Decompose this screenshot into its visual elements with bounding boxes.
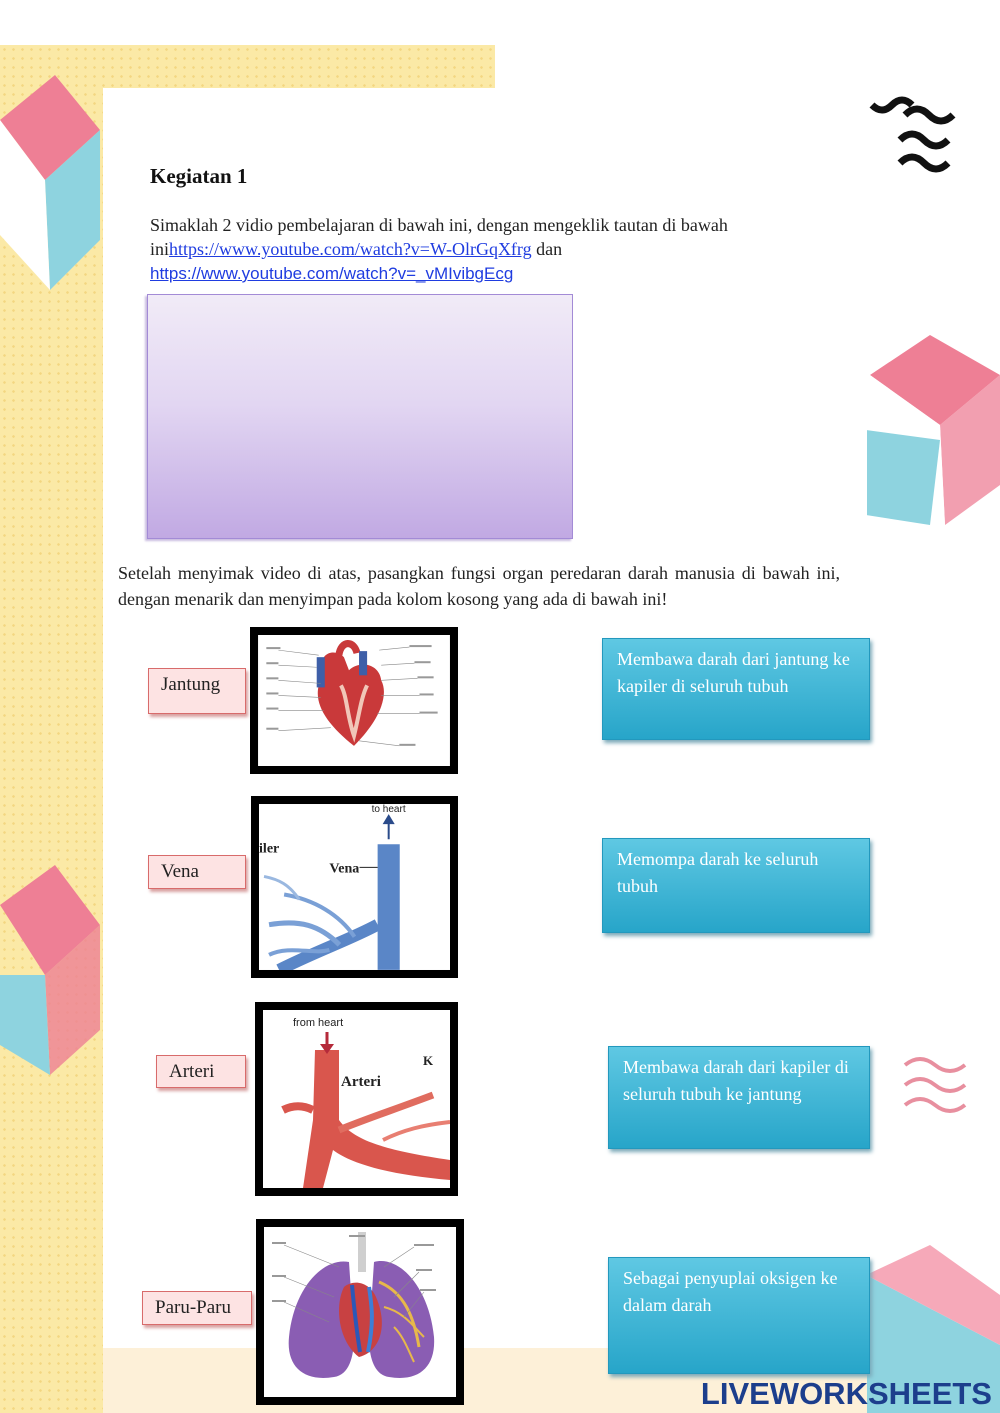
vein-diagram <box>259 804 450 970</box>
answer-box-1[interactable]: Membawa darah dari jantung ke kapiler di seluruh tubuh <box>602 638 870 740</box>
heart-diagram <box>258 635 450 766</box>
label-paru-paru[interactable]: Paru-Paru <box>142 1291 252 1325</box>
vena-text: Vena <box>329 860 360 877</box>
lungs-image <box>256 1219 464 1405</box>
activity-title: Kegiatan 1 <box>150 164 248 188</box>
label-vena[interactable]: Vena <box>148 855 246 889</box>
video-link-1[interactable]: https://www.youtube.com/watch?v=W-OlrGqXfrg <box>169 239 532 259</box>
intro-text: Simaklah 2 vidio pembelajaran di bawah ini, dengan mengeklik tautan di bawah ini <box>150 215 728 259</box>
label-arteri[interactable]: Arteri <box>156 1055 246 1088</box>
logo-text: LIVEWORKSHEETS <box>700 1376 992 1411</box>
vein-image <box>251 796 458 978</box>
arteri-text: Arteri <box>341 1074 381 1090</box>
artery-image <box>255 1002 458 1196</box>
answer-box-3[interactable]: Membawa darah dari kapiler di seluruh tubuh ke jantung <box>608 1046 870 1149</box>
answer-box-2[interactable]: Memompa darah ke seluruh tubuh <box>602 838 870 933</box>
to-heart-text: to heart <box>371 804 406 816</box>
artery-diagram <box>263 1010 450 1188</box>
intro-connector: dan <box>531 239 563 259</box>
kapiler-partial-text-2: K <box>423 1053 434 1068</box>
video-embed-box[interactable] <box>147 294 573 539</box>
answer-box-4[interactable]: Sebagai penyuplai oksigen ke dalam darah <box>608 1257 870 1374</box>
liveworksheets-logo <box>701 1376 992 1412</box>
from-heart-text: from heart <box>293 1017 344 1029</box>
kapiler-partial-text: iler <box>259 840 280 857</box>
instruction-text: Setelah menyimak video di atas, pasangkan fungsi organ peredaran darah manusia di bawah ini, dengan menarik dan menyimpan pada kolom kosong yang ada di bawah ini! <box>118 563 840 609</box>
lungs-diagram <box>264 1227 456 1397</box>
video-link-2[interactable]: https://www.youtube.com/watch?v=_vMIvibgEcg <box>150 264 514 283</box>
worksheet-page <box>103 88 867 1413</box>
intro-paragraph <box>150 213 840 286</box>
heart-image <box>250 627 458 774</box>
label-jantung[interactable]: Jantung <box>148 668 246 714</box>
